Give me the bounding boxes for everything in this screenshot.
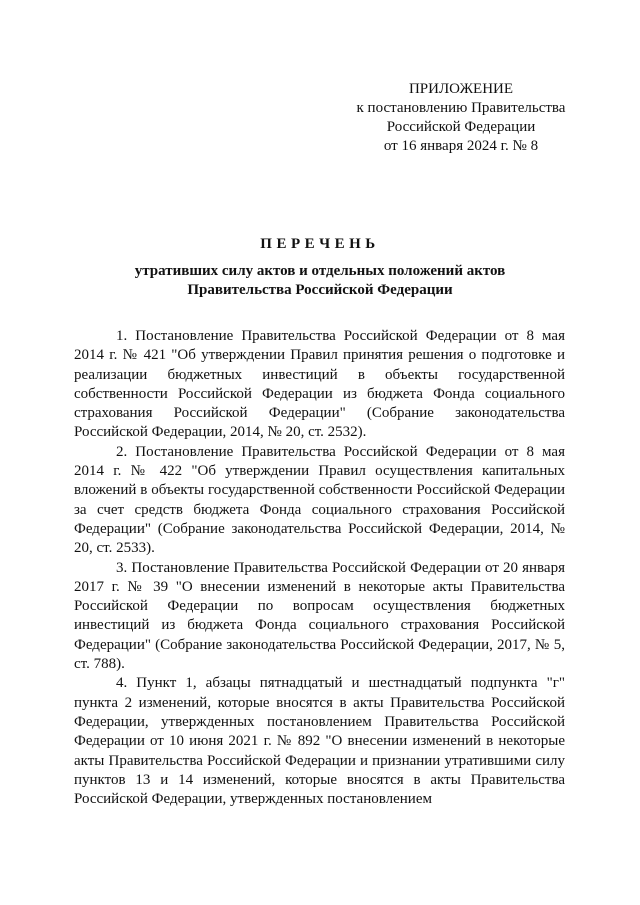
list-item-1: 1. Постановление Правительства Российской Федерации от 8 мая 2014 г. № 421 "Об утверждении Правил принятия решения о подготовке и реализации бюджетных инвестиций в объекты государственной собственности Российской Федерации из бюджета Фонда социального страхования Российской Федерации" (Собрание законодательства Российской Федерации, 2014, № 20, ст. 2532).	[74, 328, 565, 441]
acts-list	[74, 327, 565, 809]
document-subtitle	[0, 262, 640, 300]
appendix-government-line: Российской Федерации	[386, 119, 536, 135]
list-item-4: 4. Пункт 1, абзацы пятнадцатый и шестнадцатый подпункта "г" пункта 2 изменений, которые вносятся в акты Правительства Российской Федерации, утвержденных постановлением Правительства Российской Федерации от 10 июня 2021 г. № 892 "О внесении изменений в некоторые акты Правительства Российской Федерации и признании утратившими силу пунктов 13 и 14 изменений, которые вносятся в акты Правительства Российской Федерации, утвержденных постановлением	[74, 675, 565, 808]
appendix-header	[346, 80, 576, 156]
appendix-date-line: от 16 января 2024 г. № 8	[383, 138, 539, 154]
document-title: ПЕРЕЧЕНЬ	[260, 236, 380, 252]
subtitle-line-2: Правительства Российской Федерации	[187, 282, 453, 298]
subtitle-line-1: утративших силу актов и отдельных положений актов	[134, 263, 506, 279]
list-item-3: 3. Постановление Правительства Российской Федерации от 20 января 2017 г. № 39 "О внесении изменений в некоторые акты Правительства Российской Федерации по вопросам осуществления бюджетных инвестиций из бюджета Фонда социального страхования Российской Федерации" (Собрание законодательства Российской Федерации, 2017, № 5, ст. 788).	[74, 559, 565, 673]
appendix-label: ПРИЛОЖЕНИЕ	[408, 81, 514, 97]
appendix-resolution-line: к постановлению Правительства	[356, 100, 566, 116]
list-item-2: 2. Постановление Правительства Российской Федерации от 8 мая 2014 г. № 422 "Об утверждении Правил осуществления капитальных вложений в объекты государственной собственности Российской Федерации за счет средств бюджета Фонда социального страхования Российской Федерации" (Собрание законодательства Российской Федерации, 2014, № 20, ст. 2533).	[74, 443, 565, 557]
